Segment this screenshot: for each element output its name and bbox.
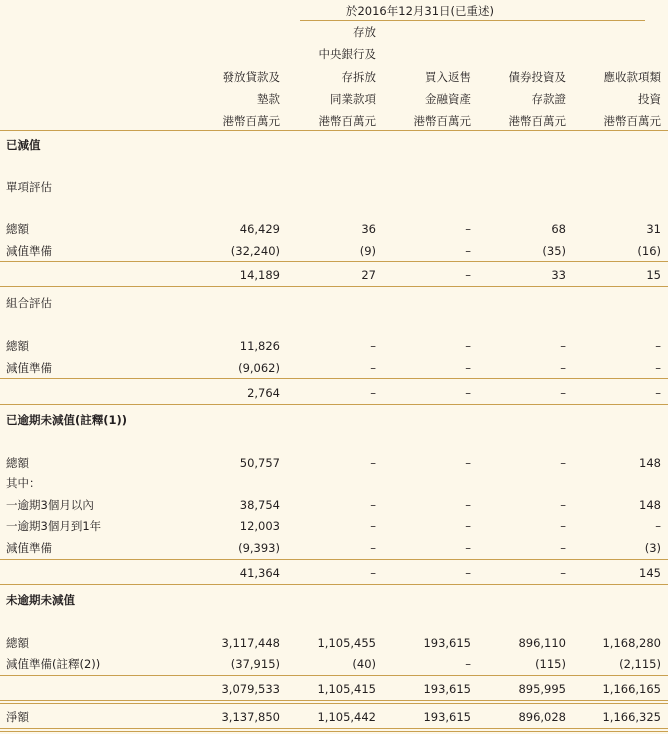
cell: –: [560, 456, 566, 470]
cell: 896,110: [518, 636, 566, 650]
net-bottom-rule: [0, 728, 668, 729]
cell: (37,915): [230, 657, 280, 671]
cell: 68: [551, 222, 566, 236]
cell: –: [465, 456, 471, 470]
net-cell: 896,028: [518, 710, 566, 724]
subtotal-cell: 895,995: [518, 682, 566, 696]
subtotal-cell: 3,079,533: [221, 682, 280, 696]
cell: –: [465, 498, 471, 512]
subtotal-cell: 33: [551, 268, 566, 282]
cell: –: [560, 361, 566, 375]
subtotal-cell: –: [465, 566, 471, 580]
cell: (2,115): [619, 657, 661, 671]
row-label: 減值準備: [6, 361, 52, 375]
row-label: 一逾期3個月以內: [6, 498, 94, 512]
subtotal-cell: 1,105,415: [317, 682, 376, 696]
section-rule: [0, 584, 668, 585]
col-header-loans-line1: 發放貸款及: [222, 70, 280, 84]
cell: –: [655, 339, 661, 353]
cell: 148: [639, 456, 661, 470]
row-label: 總額: [6, 456, 29, 470]
subtotal-cell: –: [560, 386, 566, 400]
net-cell: 3,137,850: [221, 710, 280, 724]
col-header-central-unit: 港幣百萬元: [318, 114, 376, 128]
cell: (9,062): [238, 361, 280, 375]
section-past-due-title: 已逾期未減值(註釋(1)): [6, 413, 128, 427]
col-header-central-line2: 存拆放: [341, 70, 376, 84]
cell: –: [465, 361, 471, 375]
cell: (3): [644, 541, 661, 555]
col-header-receivables-unit: 港幣百萬元: [603, 114, 661, 128]
cell: 12,003: [239, 519, 280, 533]
section-individual-subtitle: 單項評估: [6, 180, 52, 194]
subtotal-cell: –: [370, 566, 376, 580]
col-header-bonds-line2: 存款證: [531, 92, 566, 106]
col-header-bonds-unit: 港幣百萬元: [508, 114, 566, 128]
cell: (35): [542, 244, 566, 258]
row-label: 總額: [6, 339, 29, 353]
cell: 3,117,448: [221, 636, 280, 650]
subtotal-cell: –: [560, 566, 566, 580]
cell: 31: [646, 222, 661, 236]
section-rule: [0, 286, 668, 287]
subtotal-cell: 1,166,165: [602, 682, 661, 696]
cell: –: [370, 339, 376, 353]
subtotal-rule: [0, 378, 668, 379]
section-not-past-due-title: 未逾期未減值: [6, 593, 75, 607]
header-rule: [0, 130, 668, 131]
cell: 148: [639, 498, 661, 512]
subtotal-cell: –: [465, 386, 471, 400]
subtotal-cell: 2,764: [247, 386, 280, 400]
subtotal-cell: 15: [646, 268, 661, 282]
cell: 1,105,455: [317, 636, 376, 650]
col-header-loans-line2: 墊款: [257, 92, 280, 106]
cell: –: [560, 541, 566, 555]
cell: –: [560, 339, 566, 353]
cell: –: [560, 519, 566, 533]
col-header-resale-unit: 港幣百萬元: [413, 114, 471, 128]
row-label: 其中：: [6, 476, 41, 490]
cell: (32,240): [230, 244, 280, 258]
net-label: 淨額: [6, 710, 29, 724]
subtotal-cell: 27: [361, 268, 376, 282]
cell: –: [655, 361, 661, 375]
cell: 46,429: [239, 222, 280, 236]
subtotal-rule: [0, 261, 668, 262]
subtotal-cell: 145: [639, 566, 661, 580]
cell: 1,168,280: [602, 636, 661, 650]
row-label: 減值準備: [6, 244, 52, 258]
row-label: 總額: [6, 636, 29, 650]
cell: (16): [637, 244, 661, 258]
subtotal-rule: [0, 559, 668, 560]
cell: 11,826: [239, 339, 280, 353]
subtotal-cell: –: [465, 268, 471, 282]
net-cell: 1,166,325: [602, 710, 661, 724]
cell: –: [370, 361, 376, 375]
cell: –: [465, 244, 471, 258]
cell: (40): [352, 657, 376, 671]
cell: –: [465, 222, 471, 236]
col-header-central-line0: 存放: [353, 25, 376, 39]
col-header-resale-line2: 金融資產: [425, 92, 471, 106]
col-header-receivables-line2: 投資: [638, 92, 661, 106]
net-top-rule: [0, 700, 668, 701]
cell: –: [465, 541, 471, 555]
cell: (9,393): [238, 541, 280, 555]
net-cell: 1,105,442: [317, 710, 376, 724]
col-header-loans-unit: 港幣百萬元: [222, 114, 280, 128]
cell: –: [465, 657, 471, 671]
cell: –: [370, 456, 376, 470]
net-bottom-rule-2: [0, 731, 668, 732]
col-header-resale-line1: 買入返售: [425, 70, 471, 84]
row-label: 減值準備(註釋(2)): [6, 657, 101, 671]
subtotal-rule: [0, 675, 668, 676]
subtotal-cell: 193,615: [423, 682, 471, 696]
period-underline: [300, 20, 645, 21]
col-header-central-line3: 同業款項: [330, 92, 376, 106]
cell: –: [370, 541, 376, 555]
period-heading: 於2016年12月31日(已重述): [345, 4, 494, 18]
section-collective-subtitle: 組合評估: [6, 296, 52, 310]
cell: (115): [535, 657, 566, 671]
cell: 193,615: [423, 636, 471, 650]
cell: –: [370, 519, 376, 533]
row-label: 總額: [6, 222, 29, 236]
cell: 38,754: [239, 498, 280, 512]
col-header-bonds-line1: 債券投資及: [508, 70, 566, 84]
subtotal-cell: 14,189: [239, 268, 280, 282]
subtotal-cell: –: [370, 386, 376, 400]
cell: –: [465, 339, 471, 353]
subtotal-cell: 41,364: [239, 566, 280, 580]
cell: –: [655, 519, 661, 533]
col-header-central-line1: 中央銀行及: [318, 47, 376, 61]
col-header-receivables-line1: 應收款項類: [603, 70, 661, 84]
cell: 50,757: [239, 456, 280, 470]
cell: –: [370, 498, 376, 512]
section-rule: [0, 404, 668, 405]
row-label: 一逾期3個月到1年: [6, 519, 102, 533]
cell: (9): [359, 244, 376, 258]
cell: –: [560, 498, 566, 512]
section-impaired-title: 已減值: [6, 138, 41, 152]
cell: –: [465, 519, 471, 533]
net-cell: 193,615: [423, 710, 471, 724]
cell: 36: [361, 222, 376, 236]
row-label: 減值準備: [6, 541, 52, 555]
subtotal-cell: –: [655, 386, 661, 400]
net-top-rule-2: [0, 703, 668, 704]
